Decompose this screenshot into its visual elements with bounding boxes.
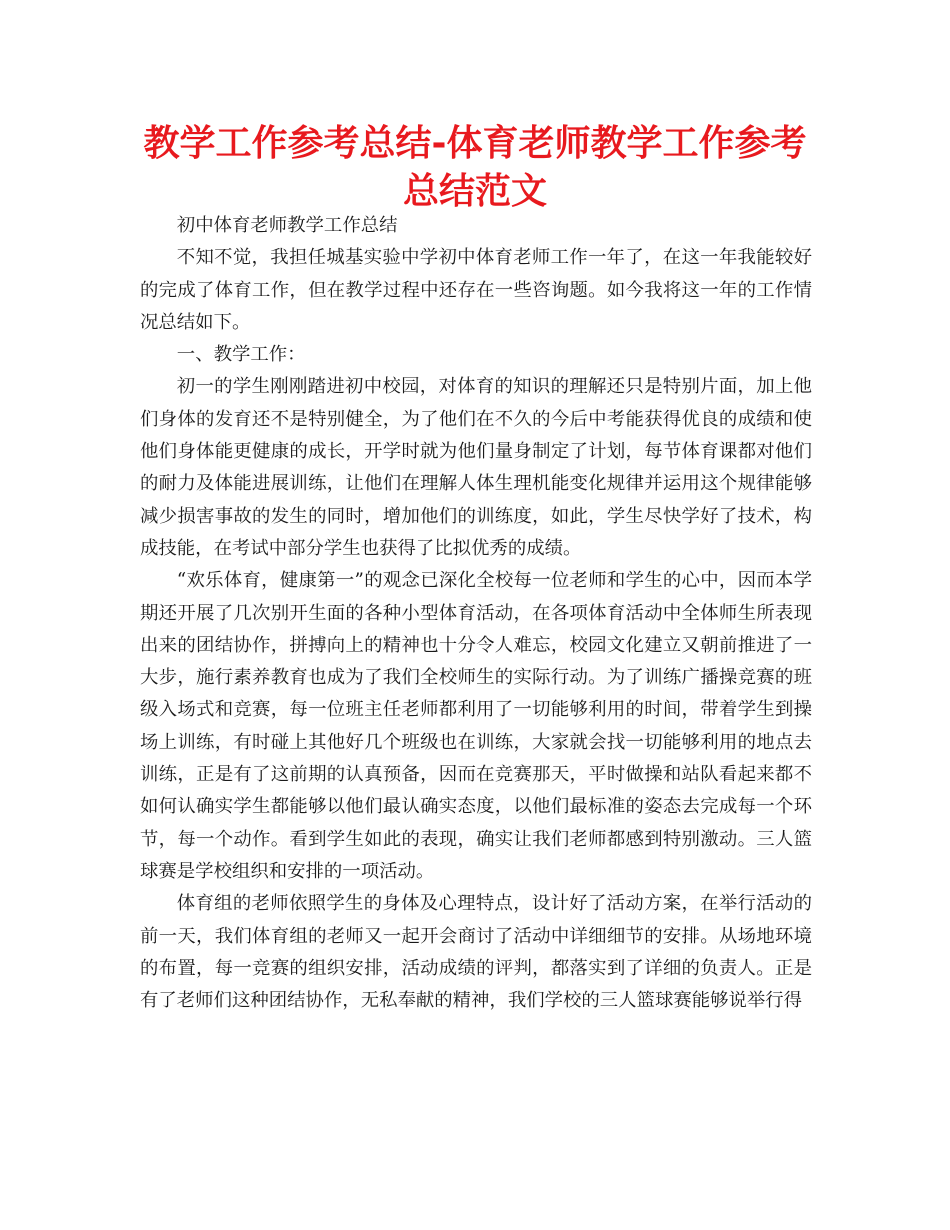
intro-paragraph: 不知不觉，我担任城基实验中学初中体育老师工作一年了，在这一年我能较好的完成了体育工作，但在教学过程中还存在一些咨询题。如今我将这一年的工作情况总结如下。 — [140, 247, 812, 333]
subtitle-paragraph: 初中体育老师教学工作总结 — [176, 215, 398, 236]
document-title: 教学工作参考总结-体育老师教学工作参考总结范文 — [143, 123, 807, 212]
body-paragraph: “欢乐体育，健康第一”的观念已深化全校每一位老师和学生的心中，因而本学期还开展了几次别开生面的各种小型体育活动，在各项体育活动中全体师生所表现出来的团结协作，拼搏向上的精神也十分令人难忘，校园文化建立又朝前推进了一大步，施行素养教育也成为了我们全校师生的实际行动。为了训练广播操竞赛的班级入场式和竞赛，每一位班主任老师都利用了一切能够利用的时间，带着学生到操场上训练，有时碰上其他好几个班级也在训练，大家就会找一切能够利用的地点去训练，正是有了这前期的认真预备，因而在竞赛那天，平时做操和站队看起来都不如何认确实学生都能够以他们最认确实态度，以他们最标准的姿态去完成每一个环节，每一个动作。看到学生如此的表现，确实让我们老师都感到特别激动。三人篮球赛是学校组织和安排的一项活动。 — [140, 570, 812, 882]
section-heading-teaching: 一、教学工作： — [176, 344, 306, 366]
document-body — [140, 210, 812, 1017]
body-paragraph: 初一的学生刚刚踏进初中校园，对体育的知识的理解还只是特别片面，加上他们身体的发育还不是特别健全，为了他们在不久的今后中考能获得优良的成绩和使他们身体能更健康的成长，开学时就为他们量身制定了计划，每节体育课都对他们的耐力及体能进展训练，让他们在理解人体生理机能变化规律并运用这个规律能够减少损害事故的发生的同时，增加他们的训练度，如此，学生尽快学好了技术，构成技能，在考试中部分学生也获得了比拟优秀的成绩。 — [140, 376, 812, 559]
body-paragraph: 体育组的老师依照学生的身体及心理特点，设计好了活动方案，在举行活动的前一天，我们体育组的老师又一起开会商讨了活动中详细细节的安排。从场地环境的布置，每一竞赛的组织安排，活动成绩的评判，都落实到了详细的负责人。正是有了老师们这种团结协作，无私奉献的精神，我们学校的三人篮球赛能够说举行得 — [140, 893, 812, 1012]
